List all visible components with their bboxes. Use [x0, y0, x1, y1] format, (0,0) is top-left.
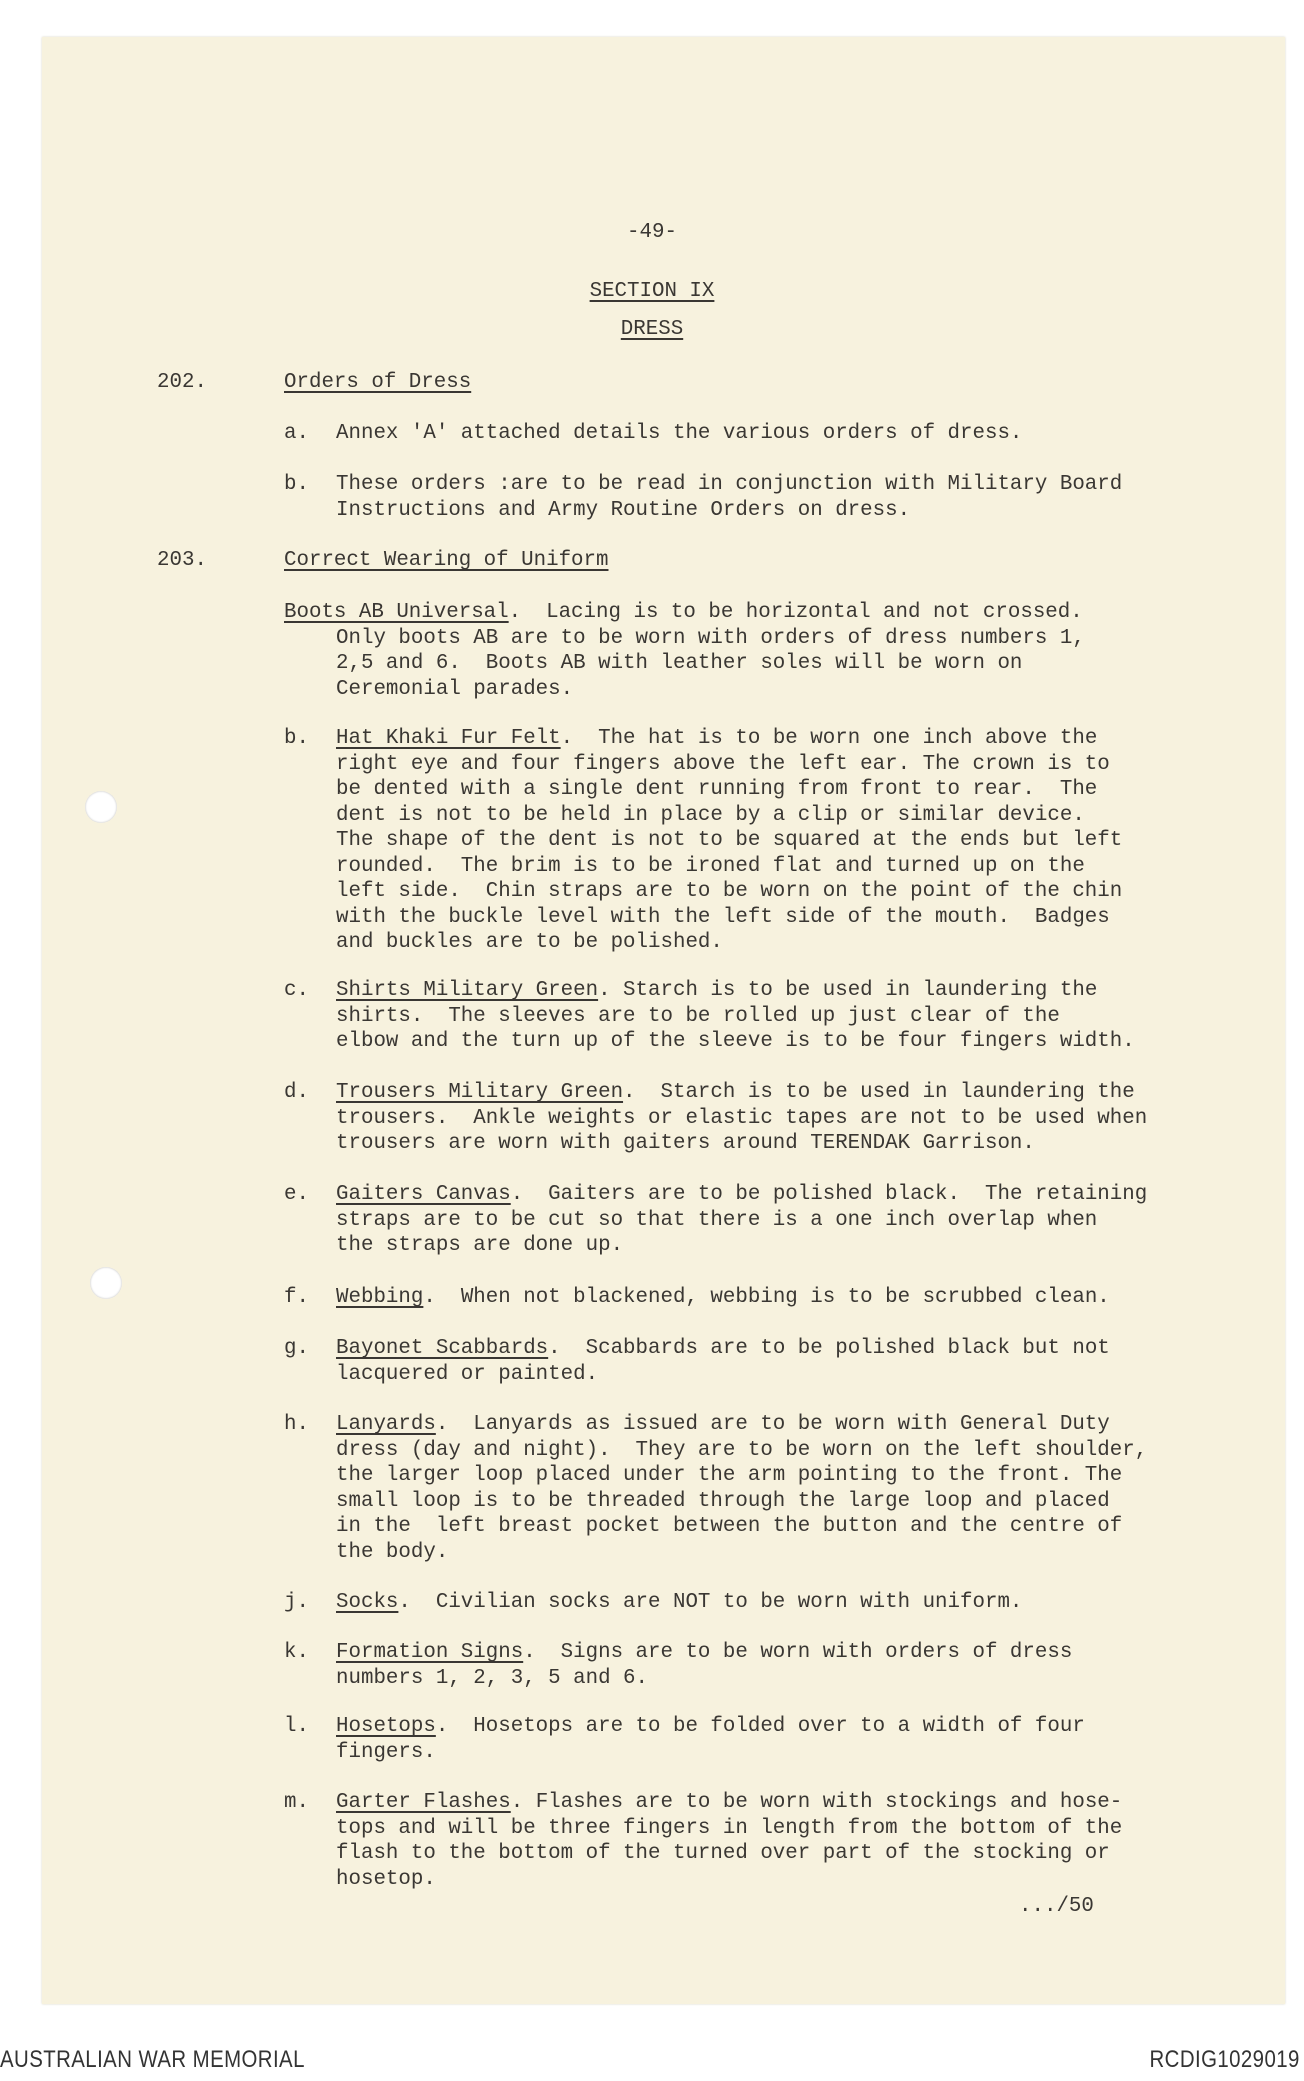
item-text: . Flashes are to be worn with stockings and hose-: [510, 1791, 1123, 1814]
item-text-line: the body.: [336, 1540, 449, 1564]
continuation-marker: .../50: [1019, 1895, 1094, 1918]
item-text-line: shirts. The sleeves are to be rolled up just clear of the: [336, 1004, 1060, 1028]
item-first-line: [336, 1590, 1022, 1616]
item-text-line: rounded. The brim is to be ironed flat and turned up on the: [336, 854, 1085, 878]
paragraph-heading: [284, 370, 471, 396]
item-text-line: The shape of the dent is not to be squared at the ends but left: [336, 829, 1123, 852]
paragraph-number: 203.: [157, 549, 207, 572]
item-text-line: and buckles are to be polished.: [336, 931, 723, 954]
item-text: . Civilian socks are NOT to be worn with uniform.: [398, 1591, 1023, 1614]
item-first-line: [336, 978, 1097, 1004]
item-heading: Webbing: [336, 1286, 424, 1309]
item-text-line: straps are to be cut so that there is a one inch overlap when: [336, 1208, 1098, 1232]
paragraph-heading: [284, 548, 608, 574]
item-heading: Socks: [336, 1591, 399, 1614]
item-text: . The hat is to be worn one inch above the: [560, 727, 1098, 750]
item-first-line: [336, 1182, 1147, 1208]
item-heading: Shirts Military Green: [336, 979, 599, 1002]
punch-hole: [90, 1267, 122, 1299]
item-heading: Lanyards: [336, 1413, 436, 1436]
item-text: . Starch is to be used in laundering the: [623, 1081, 1135, 1104]
item-first-line: [336, 1640, 1072, 1666]
item-text-line: the larger loop placed under the arm pointing to the front. The: [336, 1464, 1123, 1487]
item-text: . Scabbards are to be polished black but not: [548, 1337, 1110, 1360]
item-text: . Lanyards as issued are to be worn with General Duty: [435, 1413, 1110, 1436]
item-text-line: Instructions and Army Routine Orders on dress.: [336, 498, 911, 522]
item-text-line: Only boots AB are to be worn with orders of dress numbers 1,: [336, 626, 1085, 650]
item-text: . Starch is to be used in laundering the: [598, 979, 1098, 1002]
item-first-line: [336, 726, 1097, 752]
item-text: . Hosetops are to be folded over to a width of four: [435, 1715, 1085, 1738]
item-letter: c.: [284, 979, 309, 1002]
item-text-line: be dented with a single dent running from front to rear. The: [336, 778, 1098, 801]
item-text: . When not blackened, webbing is to be scrubbed clean.: [423, 1286, 1110, 1309]
item-letter: f.: [284, 1286, 309, 1309]
section-title: SECTION IX: [589, 280, 715, 303]
item-heading: Trousers Military Green: [336, 1081, 624, 1104]
item-letter: b.: [284, 727, 309, 750]
item-first-line: [336, 1336, 1110, 1362]
item-letter: d.: [284, 1081, 309, 1104]
item-text-line: the straps are done up.: [336, 1234, 624, 1257]
item-first-line: [336, 472, 1122, 498]
item-text-line: right eye and four fingers above the left ear. The crown is to: [336, 752, 1110, 776]
item-text: . Lacing is to be horizontal and not crossed.: [508, 601, 1083, 624]
item-text-line: in the left breast pocket between the button and the centre of: [336, 1515, 1123, 1538]
item-heading: Formation Signs: [336, 1641, 524, 1664]
item-text-line: elbow and the turn up of the sleeve is to be four fingers width.: [336, 1030, 1135, 1053]
page-number: -49-: [627, 221, 677, 244]
item-text-line: left side. Chin straps are to be worn on the point of the chin: [336, 880, 1123, 903]
section-subtitle: DRESS: [620, 318, 684, 341]
item-first-line: [336, 1790, 1122, 1816]
item-text: These orders :are to be read in conjunction with Military Board: [336, 473, 1123, 496]
item-text-line: lacquered or painted.: [336, 1362, 599, 1386]
item-first-line: [336, 421, 1022, 447]
item-letter: e.: [284, 1183, 309, 1206]
item-letter: m.: [284, 1791, 309, 1814]
item-heading: Hat Khaki Fur Felt: [336, 727, 561, 750]
item-text-line: with the buckle level with the left side of the mouth. Badges: [336, 905, 1110, 929]
item-first-line: [336, 1285, 1110, 1311]
item-heading: Bayonet Scabbards: [336, 1337, 549, 1360]
item-text-line: hosetop.: [336, 1867, 436, 1891]
item-text-line: dent is not to be held in place by a clip or similar device.: [336, 803, 1085, 827]
item-text-line: Ceremonial parades.: [336, 677, 574, 701]
item-text: Annex 'A' attached details the various orders of dress.: [336, 422, 1023, 445]
item-text-line: numbers 1, 2, 3, 5 and 6.: [336, 1666, 649, 1690]
item-text-line: small loop is to be threaded through the large loop and placed: [336, 1489, 1110, 1513]
footer-institution: AUSTRALIAN WAR MEMORIAL: [0, 2046, 305, 2073]
item-text-line: flash to the bottom of the turned over part of the stocking or: [336, 1842, 1110, 1865]
item-text: . Signs are to be worn with orders of dress: [523, 1641, 1073, 1664]
item-heading: Hosetops: [336, 1715, 436, 1738]
item-letter: h.: [284, 1413, 309, 1436]
item-first-line: [336, 1080, 1135, 1106]
item-first-line: [336, 1714, 1085, 1740]
paragraph-heading-text: Orders of Dress: [284, 371, 472, 394]
item-letter: j.: [284, 1591, 309, 1614]
item-letter: k.: [284, 1641, 309, 1664]
item-letter: a.: [284, 422, 309, 445]
item-heading: Gaiters Canvas: [336, 1183, 511, 1206]
item-text: . Gaiters are to be polished black. The retaining: [510, 1183, 1148, 1206]
item-letter: b.: [284, 473, 309, 496]
item-text-line: trousers. Ankle weights or elastic tapes are not to be used when: [336, 1106, 1148, 1130]
punch-hole: [85, 791, 117, 823]
item-text-line: dress (day and night). They are to be worn on the left shoulder,: [336, 1438, 1148, 1462]
item-text-line: 2,5 and 6. Boots AB with leather soles will be worn on: [336, 652, 1023, 675]
item-heading: Garter Flashes: [336, 1791, 511, 1814]
item-letter: g.: [284, 1337, 309, 1360]
item-text-line: fingers.: [336, 1740, 436, 1764]
item-first-line: [336, 1412, 1110, 1438]
item-text-line: tops and will be three fingers in length from the bottom of the: [336, 1816, 1123, 1840]
footer-record-id: RCDIG1029019: [1149, 2046, 1300, 2073]
item-heading: Boots AB Universal: [284, 601, 509, 624]
paragraph-number: 202.: [157, 371, 207, 394]
paragraph-heading-text: Correct Wearing of Uniform: [284, 549, 609, 572]
item-letter: l.: [284, 1715, 309, 1738]
item-text-line: trousers are worn with gaiters around TERENDAK Garrison.: [336, 1132, 1035, 1155]
item-first-line: [284, 600, 1083, 626]
